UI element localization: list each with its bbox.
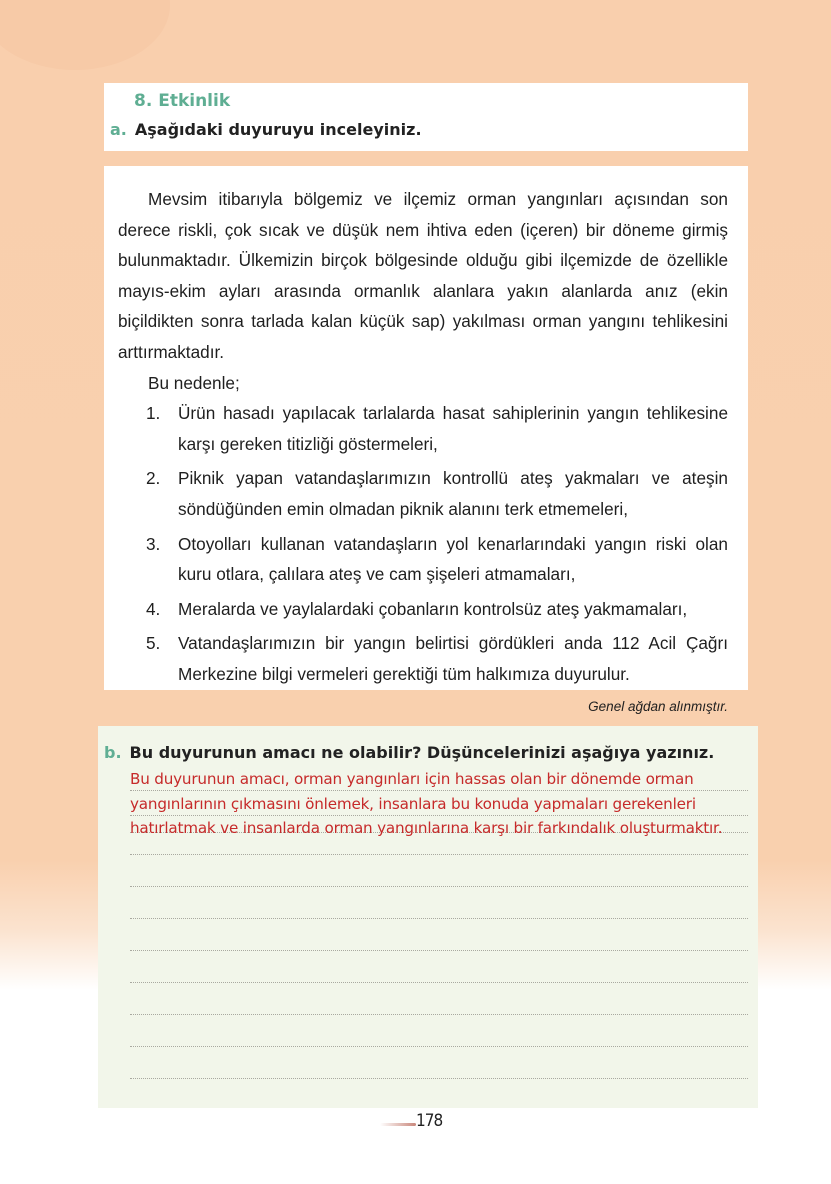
list-text: Meralarda ve yaylalardaki çobanların kontrolsüz ateş yakmamaları,: [178, 598, 688, 619]
list-number: 5.: [146, 633, 161, 654]
writing-line: [130, 918, 748, 919]
activity-header: [104, 83, 748, 151]
part-a-instruction: [110, 120, 422, 139]
list-item: [118, 628, 728, 689]
notice-box: [104, 166, 748, 714]
notice-list: [118, 398, 728, 689]
answer-line: Bu duyurunun amacı, orman yangınları için hassas olan bir dönemde orman: [130, 770, 694, 788]
writing-line: [130, 886, 748, 887]
writing-line: [130, 1014, 748, 1015]
activity-title: 8. Etkinlik: [134, 91, 231, 111]
notice-paragraph: Mevsim itibarıyla bölgemiz ve ilçemiz orman yangınları açısından son derece riskli, çok sıcak ve düşük nem ihtiva eden (içeren) bir döneme girmiş bulunmaktadır. Ülkemizin birçok bölgesinde olduğu gibi ilçemizde de özellikle mayıs-ekim ayları arasında ormanlık alanlara yakın alanlarda anız (ekin biçildikten sonra tarlada kalan küçük sap) yakılması orman yangını tehlikesini arttırmaktadır.: [118, 189, 728, 362]
list-text: Otoyolları kullanan vatandaşların yol kenarlarındaki yangın riski olan kuru otlara, çalılara ateş ve cam şişeleri atmamaları,: [178, 533, 728, 585]
handwritten-answer[interactable]: [130, 767, 750, 841]
writing-line: [130, 854, 748, 855]
list-item: [118, 398, 728, 459]
list-text: Vatandaşlarımızın bir yangın belirtisi gördükleri anda 112 Acil Çağrı Merkezine bilgi vermeleri gerektiği tüm halkımıza duyurulur.: [178, 633, 728, 684]
part-a-letter: a.: [110, 120, 127, 139]
answer-line: hatırlatmak ve insanlarda orman yangınlarına karşı bir farkındalık oluşturmaktır.: [130, 819, 723, 837]
list-text: Piknik yapan vatandaşlarımızın kontrollü ateş yakmaları ve ateşin söndüğünden emin olmadan piknik alanını terk etmemeleri,: [178, 468, 728, 519]
writing-line: [130, 982, 748, 983]
part-b-text: Bu duyurunun amacı ne olabilir? Düşüncelerinizi aşağıya yazınız.: [129, 743, 715, 762]
notice-text: [118, 184, 728, 720]
notice-intro: Bu nedenle;: [148, 372, 240, 393]
decorative-blob: [0, 0, 170, 70]
list-number: 2.: [146, 468, 161, 489]
writing-line: [130, 1046, 748, 1047]
list-item: [118, 463, 728, 524]
part-b-letter: b.: [104, 743, 122, 762]
list-number: 3.: [146, 533, 161, 554]
writing-line: [130, 950, 748, 951]
page-number-dash: [380, 1123, 416, 1126]
source-note: Genel ağdan alınmıştır.: [588, 698, 728, 714]
list-text: Ürün hasadı yapılacak tarlalarda hasat sahiplerinin yangın tehlikesine karşı gereken titizliği göstermeleri,: [178, 403, 728, 454]
part-b-question: [104, 743, 714, 762]
answer-line: yangınlarının çıkmasını önlemek, insanlara bu konuda yapmaları gerekenleri: [130, 794, 696, 813]
page-number: 178: [416, 1111, 443, 1131]
list-number: 1.: [146, 403, 161, 424]
answer-box: [98, 726, 758, 1108]
list-item: [118, 529, 728, 590]
list-item: [118, 594, 728, 625]
writing-line: [130, 1078, 748, 1079]
list-number: 4.: [146, 598, 161, 619]
part-a-text: Aşağıdaki duyuruyu inceleyiniz.: [134, 120, 422, 139]
